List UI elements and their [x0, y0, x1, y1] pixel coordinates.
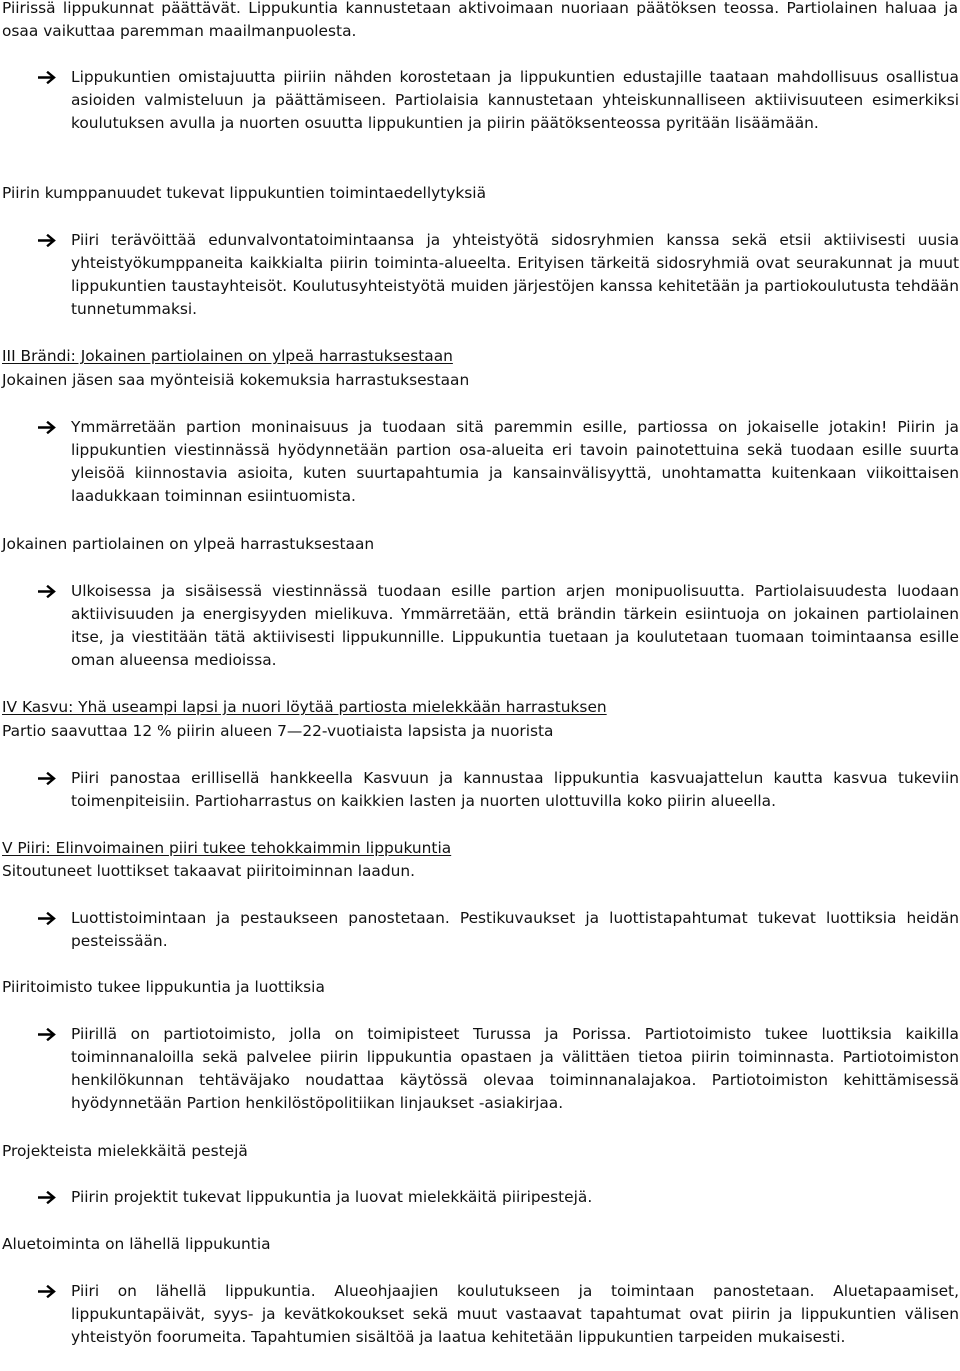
bullet-text: Luottistoimintaan ja pestaukseen panostetaan. Pestikuvaukset ja luottistapahtumat tukevat luottiksia heidän pesteissään. — [71, 909, 959, 950]
right-arrow-icon — [38, 1186, 62, 1209]
bullet-text: Lippukuntien omistajuutta piiriin nähden korostetaan ja lippukuntien edustajille taataan mahdollisuus osallistua asioiden valmisteluun ja päättämiseen. Partiolaisia kannustetaan yhteiskunnalliseen aktiivisuuteen esimerkiksi koulutuksen avulla ja nuorten osuutta lippukuntien ja piirin päätöksenteossa pyritään lisäämään. — [71, 68, 959, 132]
right-arrow-icon — [38, 1023, 62, 1046]
subheading: Aluetoiminta on lähellä lippukuntia — [2, 1235, 271, 1253]
bullet-text: Piirillä on partiotoimisto, jolla on toimipisteet Turussa ja Porissa. Partiotoimisto tukee luottiksia kaikilla toiminnanaloilla sekä palvelee piirin lippukuntia opastaen ja välittäen tietoa piirin toiminnasta. Partiotoimiston henkilökunnan tehtäväjako noudattaa käytössä olevaa toiminnanalajakoa. Partiotoimiston kehittämisessä hyödynnetään Partion henkilöstöpolitiikan linjaukset -asiakirjaa. — [71, 1025, 959, 1112]
subheading: Partio saavuttaa 12 % piirin alueen 7—22-vuotiaista lapsista ja nuorista — [2, 722, 554, 740]
right-arrow-icon — [38, 907, 62, 930]
right-arrow-icon — [38, 66, 62, 89]
section-heading: V Piiri: Elinvoimainen piiri tukee tehokkaimmin lippukuntia — [2, 839, 452, 857]
subheading: Jokainen partiolainen on ylpeä harrastuksestaan — [2, 535, 375, 553]
right-arrow-icon — [38, 1280, 62, 1303]
bullet-text: Ymmärretään partion moninaisuus ja tuodaan sitä paremmin esille, partiossa on jokaiselle jotakin! Piirin ja lippukuntien viestinnässä hyödynnetään partion osa-alueita eri tavoin painotettuina sekä tuodaan esille suurta yleisöä kiinnostavia asioita, kuten suurtapahtumia ja kansainvälisyyttä, unohtamatta kuitenkaan viikoittaisen laadukkaan toiminnan esiintuomista. — [71, 418, 959, 505]
right-arrow-icon — [38, 767, 62, 790]
subheading: Projekteista mielekkäitä pestejä — [2, 1142, 248, 1160]
subheading: Sitoutuneet luottikset takaavat piiritoiminnan laadun. — [2, 862, 416, 880]
subheading: Piirin kumppanuudet tukevat lippukuntien toimintaedellytyksiä — [2, 184, 486, 202]
subheading: Jokainen jäsen saa myönteisiä kokemuksia harrastuksestaan — [2, 371, 470, 389]
section-heading: IV Kasvu: Yhä useampi lapsi ja nuori löytää partiosta mielekkään harrastuksen — [2, 698, 607, 716]
right-arrow-icon — [38, 580, 62, 603]
bullet-text: Piiri terävöittää edunvalvontatoimintaansa ja yhteistyötä sidosryhmien kanssa sekä etsii aktiivisesti uusia yhteistyökumppaneita kaikkialta piirin toiminta-alueelta. Erityisen tärkeitä sidosryhmiä ovat seurakunnat ja muut lippukuntien taustayhteisöt. Koulutusyhteistyötä muiden järjestöjen kanssa kehitetään ja partiokoulutusta tehdään tunnetummaksi. — [71, 231, 959, 318]
section-heading: III Brändi: Jokainen partiolainen on ylpeä harrastuksestaan — [2, 347, 453, 365]
subheading: Piiritoimisto tukee lippukuntia ja luottiksia — [2, 978, 325, 996]
bullet-text: Piirin projektit tukevat lippukuntia ja luovat mielekkäitä piiripestejä. — [71, 1188, 593, 1206]
bullet-text: Piiri on lähellä lippukuntia. Alueohjaajien koulutukseen ja toimintaan panostetaan. Aluetapaamiset, lippukuntapäivät, syys- ja kevätkokoukset sekä muut vastaavat tapahtumat ovat piirin ja lippukuntien välisen yhteistyön foorumeita. Tapahtumien sisältöä ja laatua kehitetään lippukuntien tarpeiden mukaisesti. — [71, 1282, 959, 1346]
intro-paragraph: Piirissä lippukunnat päättävät. Lippukuntia kannustetaan aktivoimaan nuoriaan päätöksen teossa. Partiolainen haluaa ja osaa vaikuttaa paremman maailmanpuolesta. — [2, 0, 958, 40]
right-arrow-icon — [38, 229, 62, 252]
right-arrow-icon — [38, 416, 62, 439]
bullet-text: Piiri panostaa erillisellä hankkeella Kasvuun ja kannustaa lippukuntia kasvuajattelun kautta kasvua tukeviin toimenpiteisiin. Partioharrastus on kaikkien lasten ja nuorten ulottuvilla koko piirin alueella. — [71, 769, 959, 810]
bullet-text: Ulkoisessa ja sisäisessä viestinnässä tuodaan esille partion arjen monipuolisuutta. Partiolaisuudesta luodaan aktiivisuuden ja energisyyden mielikuva. Ymmärretään, että brändin tärkein esiintuoja on jokainen partiolainen itse, ja viestitään tätä aktiivisesti lippukunnille. Lippukuntia tuetaan ja koulutetaan tuomaan toimintaansa esille oman alueensa medioissa. — [71, 582, 959, 669]
